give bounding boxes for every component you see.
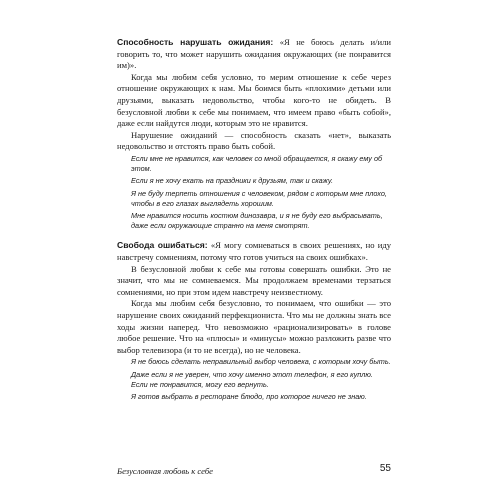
section-1-example-4: Мне нравится носить костюм динозавра, и я не буду его выбрасывать, даже если окружающие странно на меня смотрят. xyxy=(131,210,383,231)
section-2-lead-text: «Я могу сомневаться в своих решениях, но иду навстречу сомнениям, потому что готов учиться на своих ошибках». xyxy=(117,240,392,262)
section-2-paragraph-2: Когда мы любим себя безусловно, то понимаем, что ошибки — это нарушение своих ожиданий перфекциониста. Что мы не должны знать все ходы жизни наперед. Что невозможно «рационализировать» в голове любое решение. Что на «плюсы» и «минусы» можно разложить разве что выбор телевизора (и то не всегда), но не человека. xyxy=(117,298,391,355)
section-1-lead-paragraph xyxy=(117,37,391,72)
section-2-examples xyxy=(131,357,391,402)
running-footer-title: Безусловная любовь к себе xyxy=(117,466,213,476)
text-column xyxy=(117,37,391,404)
section-1-example-1: Если мне не нравится, как человек со мной обращается, я скажу ему об этом. xyxy=(131,153,383,174)
section-2-lead-paragraph xyxy=(117,240,391,263)
section-1-example-3: Я не буду терпеть отношения с человеком, рядом с которым мне плохо, чтобы в его глазах выглядеть хорошим. xyxy=(131,188,387,208)
section-2-example-1: Я не боюсь сделать неправильный выбор человека, с которым хочу быть. xyxy=(131,357,391,367)
section-1-examples xyxy=(131,154,391,231)
section-1-heading: Способность нарушать ожидания: xyxy=(117,37,274,47)
section-2-example-2: Даже если я не уверен, что хочу именно этот телефон, я его куплю. Если не понравится, могу его вернуть. xyxy=(131,369,373,389)
section-1-paragraph-2: Нарушение ожиданий — способность сказать «нет», выказать недовольство и отстоять право быть собой. xyxy=(117,129,391,152)
page-number: 55 xyxy=(379,463,391,474)
section-1-lead-text: «Я не боюсь делать и/или говорить то, что может нарушить ожидания окружающих (не понравится им)». xyxy=(117,37,391,71)
section-1-example-2: Если я не хочу ехать на праздники к друзьям, так и скажу. xyxy=(131,176,334,186)
section-1-paragraph-1: Когда мы любим себя условно, то мерим отношение к себе через отношение окружающих к нам. Мы боимся быть «плохими» детьми или друзьями, выказать недовольство, чтобы кого-то не обидеть. В безусловной любви к себе мы понимаем, что имеем право «быть собой», даже если найдутся люди, которым это не нравится. xyxy=(117,71,391,129)
section-2-paragraph-1: В безусловной любви к себе мы готовы совершать ошибки. Это не значит, что мы не сомневаемся. Мы продолжаем временами терзаться сомнениями, но при этом идем навстречу неизвестному. xyxy=(117,263,391,297)
section-2-heading: Свобода ошибаться: xyxy=(117,240,208,251)
section-2-example-3: Я готов выбрать в ресторане блюдо, про которое ничего не знаю. xyxy=(131,391,367,401)
